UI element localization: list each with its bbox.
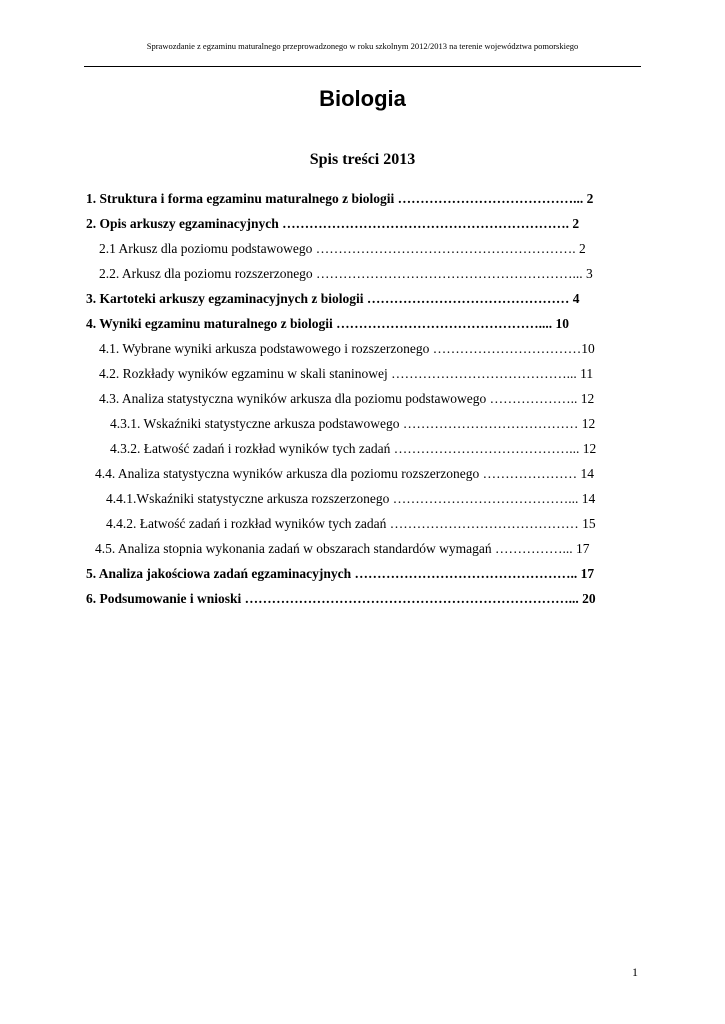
toc-entry[interactable] [86, 361, 642, 386]
toc-entry[interactable] [86, 286, 642, 311]
toc-entry[interactable] [86, 236, 642, 261]
toc-entry[interactable] [86, 186, 642, 211]
page-number: 1 [632, 965, 638, 979]
toc-entry-text: 4.4.1.Wskaźniki statystyczne arkusza rozszerzonego …………………………………... 14 [106, 491, 596, 506]
toc-entry[interactable] [86, 411, 642, 436]
toc-entry-text: 2. Opis arkuszy egzaminacyjnych ………………………………………………………. 2 [86, 216, 580, 231]
toc-entry-text: 4.4. Analiza statystyczna wyników arkusza dla poziomu rozszerzonego ………………… 14 [95, 466, 594, 481]
toc-entry-text: 4.5. Analiza stopnia wykonania zadań w obszarach standardów wymagań ……………... 17 [95, 541, 590, 556]
header-divider [84, 66, 641, 67]
toc-entry-text: 2.2. Arkusz dla poziomu rozszerzonego …………………………………………………... 3 [99, 266, 593, 281]
toc-entry[interactable] [86, 511, 642, 536]
toc-entry[interactable] [86, 486, 642, 511]
toc-entry[interactable] [86, 461, 642, 486]
toc-entry-text: 3. Kartoteki arkuszy egzaminacyjnych z biologii ……………………………………… 4 [86, 291, 580, 306]
toc-entry-text: 6. Podsumowanie i wnioski ………………………………………………………………... 20 [86, 591, 596, 606]
toc-entry-text: 4.3. Analiza statystyczna wyników arkusza dla poziomu podstawowego ……………….. 12 [99, 391, 595, 406]
toc-entry-text: 4.4.2. Łatwość zadań i rozkład wyników tych zadań …………………………………… 15 [106, 516, 596, 531]
toc-entry[interactable] [86, 561, 642, 586]
toc-entry[interactable] [86, 586, 642, 611]
toc-entry-text: 2.1 Arkusz dla poziomu podstawowego …………………………………………………. 2 [99, 241, 586, 256]
toc-entry[interactable] [86, 386, 642, 411]
toc-entry-text: 5. Analiza jakościowa zadań egzaminacyjnych ………………………………………….. 17 [86, 566, 595, 581]
toc-entry-text: 4.3.1. Wskaźniki statystyczne arkusza podstawowego ………………………………… 12 [110, 416, 596, 431]
toc-entry-text: 4.1. Wybrane wyniki arkusza podstawowego i rozszerzonego ……………………………10 [99, 341, 595, 356]
toc-entry[interactable] [86, 211, 642, 236]
toc-entry[interactable] [86, 336, 642, 361]
table-of-contents [86, 186, 642, 611]
toc-entry-text: 4.2. Rozkłady wyników egzaminu w skali staninowej …………………………………... 11 [99, 366, 594, 381]
toc-heading: Spis treści 2013 [309, 151, 416, 168]
toc-entry-text: 1. Struktura i forma egzaminu maturalnego z biologii …………………………………... 2 [86, 191, 594, 206]
toc-entry-text: 4.3.2. Łatwość zadań i rozkład wyników tych zadań …………………………………... 12 [110, 441, 597, 456]
toc-entry[interactable] [86, 536, 642, 561]
toc-entry[interactable] [86, 311, 642, 336]
document-title: Biologia [319, 86, 406, 111]
toc-entry-text: 4. Wyniki egzaminu maturalnego z biologii ……………………………………….... 10 [86, 316, 570, 331]
toc-entry[interactable] [86, 436, 642, 461]
toc-entry[interactable] [86, 261, 642, 286]
running-header: Sprawozdanie z egzaminu maturalnego przeprowadzonego w roku szkolnym 2012/2013 na terenie województwa pomorskiego [146, 41, 579, 51]
